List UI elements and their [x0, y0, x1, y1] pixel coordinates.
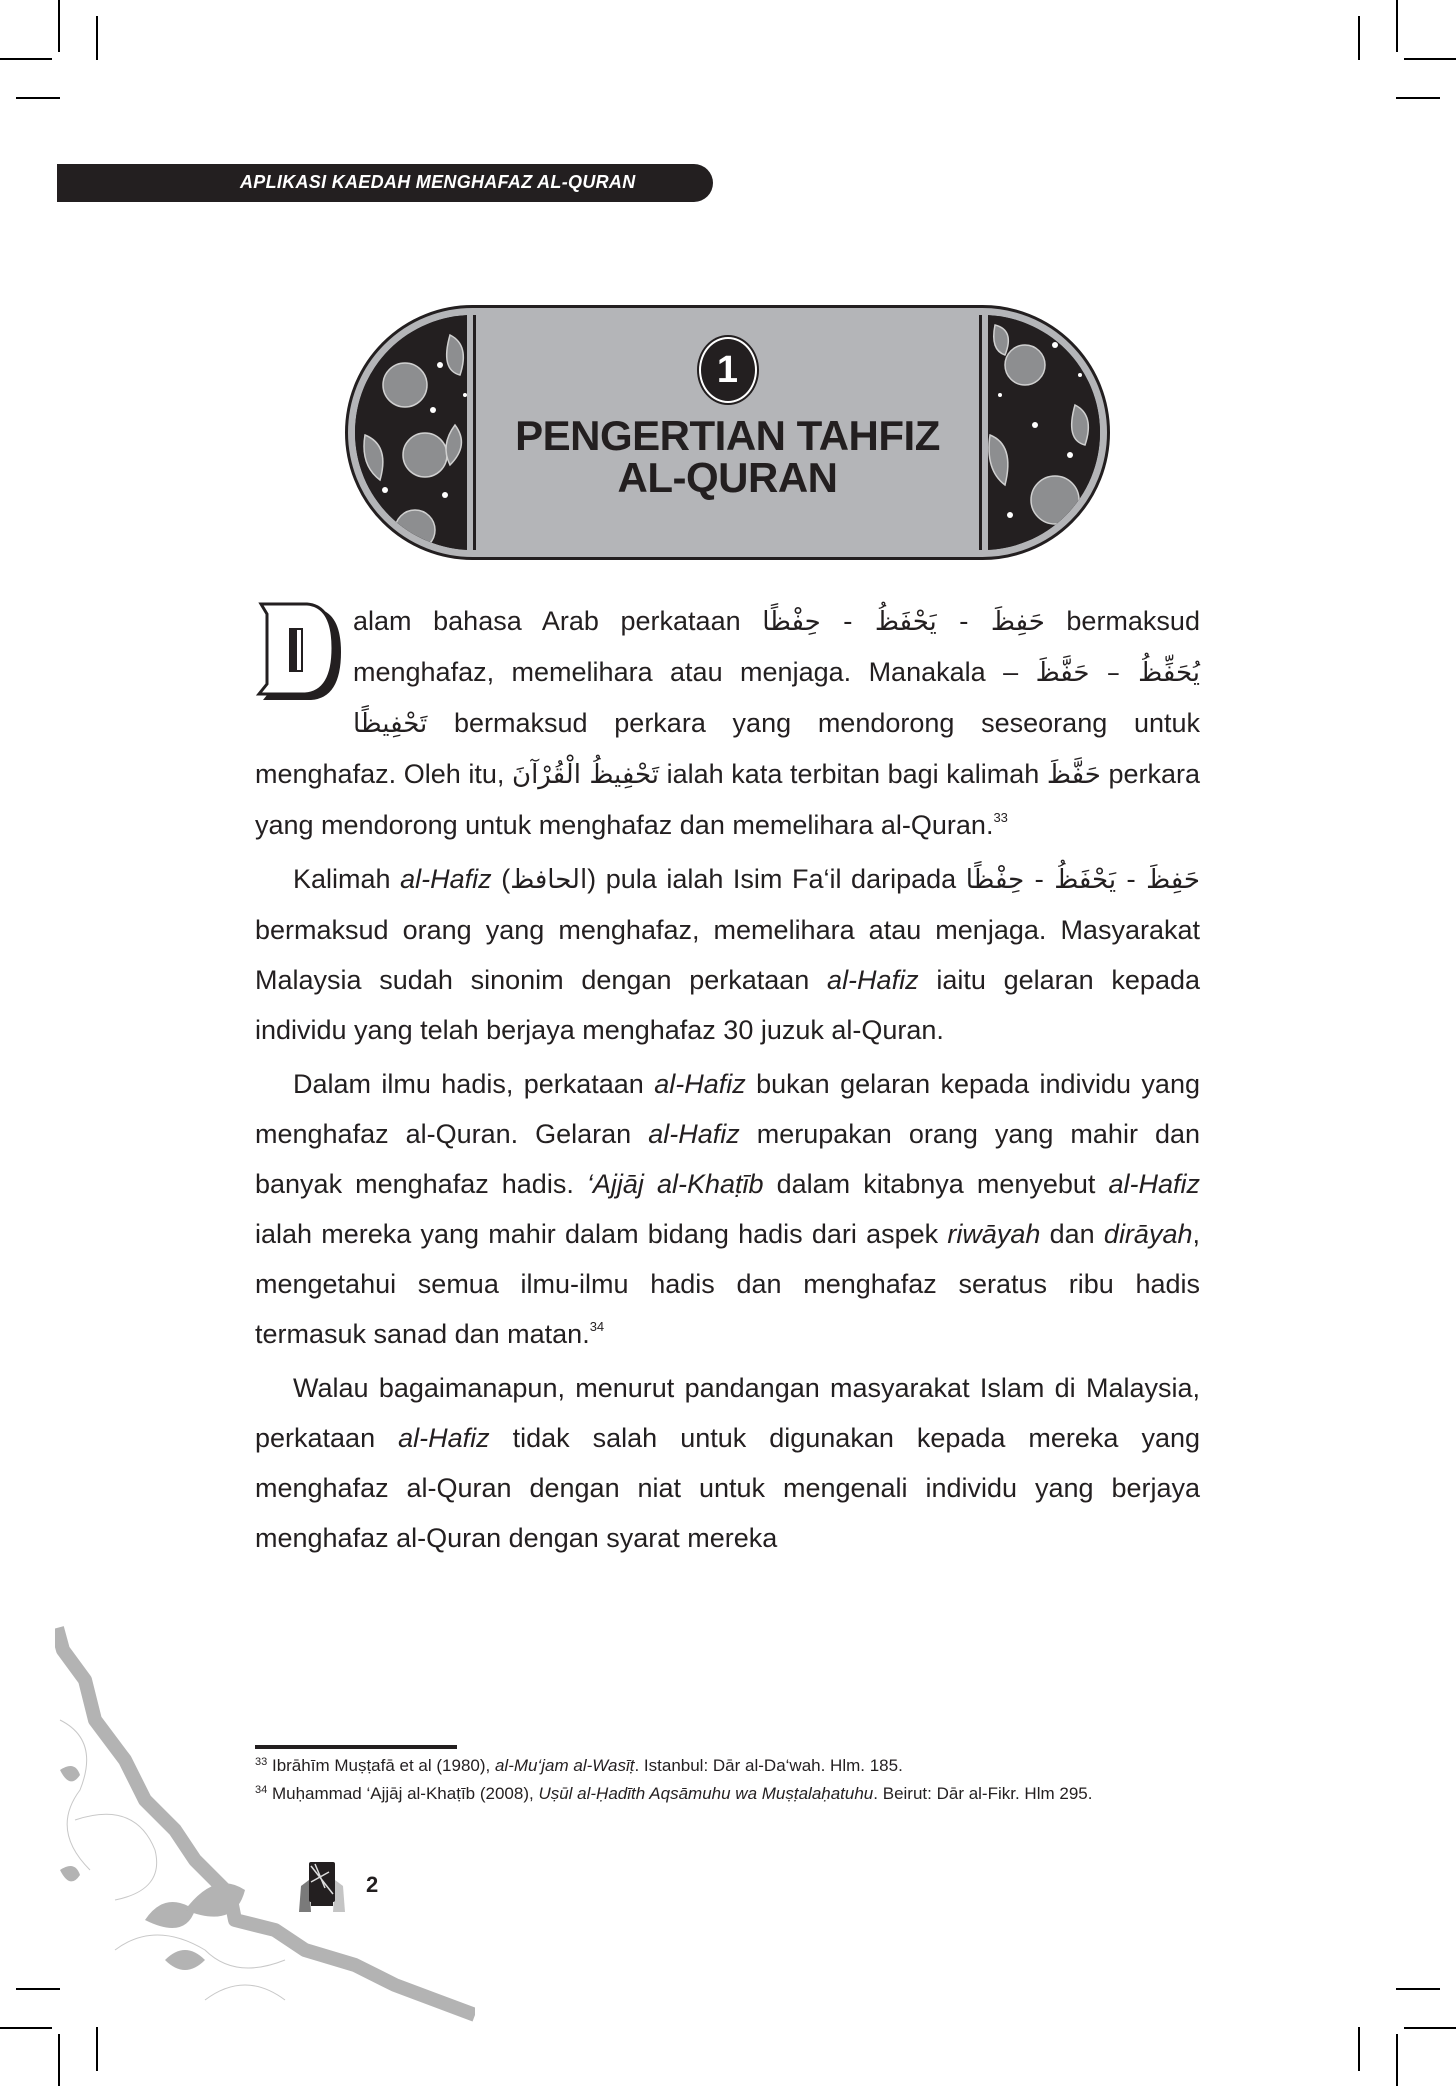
chapter-title: [476, 412, 979, 501]
italic-term: al-Hafiz: [648, 1119, 740, 1149]
italic-term: riwāyah: [947, 1219, 1041, 1249]
paragraph: Walau bagaimanapun, menurut pandangan masyarakat Islam di Malaysia, perkataan al-Hafiz tidak salah untuk digunakan kepada mereka yang menghafaz al-Quran dengan niat untuk mengenali individu yang berjaya menghafaz al-Quran dengan syarat mereka: [255, 1373, 1200, 1553]
chapter-title-line2: AL-QURAN: [617, 454, 838, 501]
arabic-term: الحافظ: [510, 865, 588, 895]
crop-mark: [1358, 2027, 1360, 2071]
chapter-number-badge: 1: [699, 337, 757, 403]
drop-cap: [255, 602, 345, 704]
crop-mark: [0, 58, 52, 60]
footnote-number: 34: [255, 1784, 268, 1796]
arabic-term: حَفِظَ - يَحْفَظُ - حِفْظًا: [965, 865, 1200, 895]
arabic-term: حَفَّظَ: [1046, 760, 1101, 790]
italic-term: al-Hafiz: [827, 965, 919, 995]
paragraph: alam bahasa Arab perkataan حَفِظَ - يَحْفَظُ - حِفْظًا bermaksud menghafaz, memelihara atau menjaga. Manakala – حَفَّظَ يُحَفِّظُ – تَحْفِيظًا bermaksud perkara yang mendorong seseorang untuk menghafaz. Oleh itu, تَحْفِيظُ الْقُرْآنَ ialah kata terbitan bagi kalimah حَفَّظَ perkara yang mendorong untuk menghafaz dan memelihara al-Quran.$^{33}$: [255, 596, 1200, 850]
italic-term: al-Hafiz: [398, 1423, 490, 1453]
crop-mark: [96, 2027, 98, 2071]
arabic-term: تَحْفِيظُ الْقُرْآنَ: [511, 760, 660, 790]
arabic-term: حَفِظَ - يَحْفَظُ - حِفْظًا: [762, 607, 1045, 637]
footnote-number: 33: [255, 1756, 268, 1768]
italic-term: al-Hafiz: [654, 1069, 746, 1099]
arabic-term: يُحَفِّظُ – تَحْفِيظًا: [353, 658, 1200, 739]
crop-mark: [1358, 16, 1360, 60]
paragraph: Kalimah al-Hafiz (الحافظ) pula ialah Isim Fa‘il daripada حَفِظَ - يَحْفَظُ - حِفْظًا bermaksud orang yang menghafaz, memelihara atau menjaga. Masyarakat Malaysia sudah sinonim dengan perkataan al-Hafiz iaitu gelaran kepada individu yang telah berjaya menghafaz 30 juzuk al-Quran.: [255, 864, 1200, 1045]
footnote: $^{33}$ Ibrāhīm Muṣṭafā et al (1980), al-Mu‘jam al-Wasīṭ. Istanbul: Dār al-Da‘wah. Hlm. 185.: [255, 1756, 903, 1775]
crop-mark: [16, 1988, 60, 1990]
banner-title-panel: [473, 315, 982, 550]
italic-term: al-Hafiz: [400, 864, 492, 894]
arabic-term: حَفَّظَ: [1035, 658, 1090, 688]
crop-mark: [58, 2034, 60, 2086]
crop-mark: [16, 97, 60, 99]
italic-term: dirāyah: [1103, 1219, 1193, 1249]
body-text: [255, 596, 1200, 1567]
crop-mark: [1396, 97, 1440, 99]
crop-mark: [1396, 1988, 1440, 1990]
paragraph: Dalam ilmu hadis, perkataan al-Hafiz bukan gelaran kepada individu yang menghafaz al-Quran. Gelaran al-Hafiz merupakan orang yang mahir dan banyak menghafaz hadis. ‘Ajjāj al-Khaṭīb dalam kitabnya menyebut al-Hafiz ialah mereka yang mahir dalam bidang hadis dari aspek riwāyah dan dirāyah, mengetahui semua ilmu-ilmu hadis dan menghafaz seratus ribu hadis termasuk sanad dan matan.$^{34}$: [255, 1069, 1200, 1349]
paragraph-container: [255, 596, 1200, 1563]
footnote-ref: 34: [589, 1319, 605, 1334]
italic-term: al-Hafiz: [1108, 1169, 1200, 1199]
footnote-ref: 33: [993, 810, 1008, 825]
crop-mark: [1396, 2034, 1398, 2086]
italic-term: al-Mu‘jam al-Wasīṭ: [494, 1756, 635, 1775]
batik-pattern-icon: [980, 315, 1100, 550]
chapter-banner: [345, 305, 1110, 560]
crop-mark: [0, 2027, 52, 2029]
italic-term: Uṣūl al-Ḥadīth Aqsāmuhu wa Muṣṭalaḥatuhu: [538, 1784, 874, 1803]
running-header-title: APLIKASI KAEDAH MENGHAFAZ AL-QURAN: [240, 172, 636, 192]
italic-term: ‘Ajjāj al-Khaṭīb: [586, 1169, 764, 1199]
chapter-title-line1: PENGERTIAN TAHFIZ: [515, 412, 940, 459]
quran-book-hands-icon: [295, 1858, 349, 1914]
floral-corner-ornament-icon: [55, 1620, 475, 2030]
crop-mark: [58, 0, 60, 52]
crop-mark: [96, 16, 98, 60]
crop-mark: [1404, 58, 1456, 60]
footnote: $^{34}$ Muḥammad ‘Ajjāj al-Khaṭīb (2008), Uṣūl al-Ḥadīth Aqsāmuhu wa Muṣṭalaḥatuhu. Beirut: Dār al-Fikr. Hlm 295.: [255, 1784, 1093, 1803]
crop-mark: [1396, 0, 1398, 52]
batik-pattern-icon: [355, 315, 475, 550]
page-number: 2: [366, 1872, 379, 1897]
crop-mark: [1404, 2027, 1456, 2029]
running-header: [57, 164, 713, 202]
